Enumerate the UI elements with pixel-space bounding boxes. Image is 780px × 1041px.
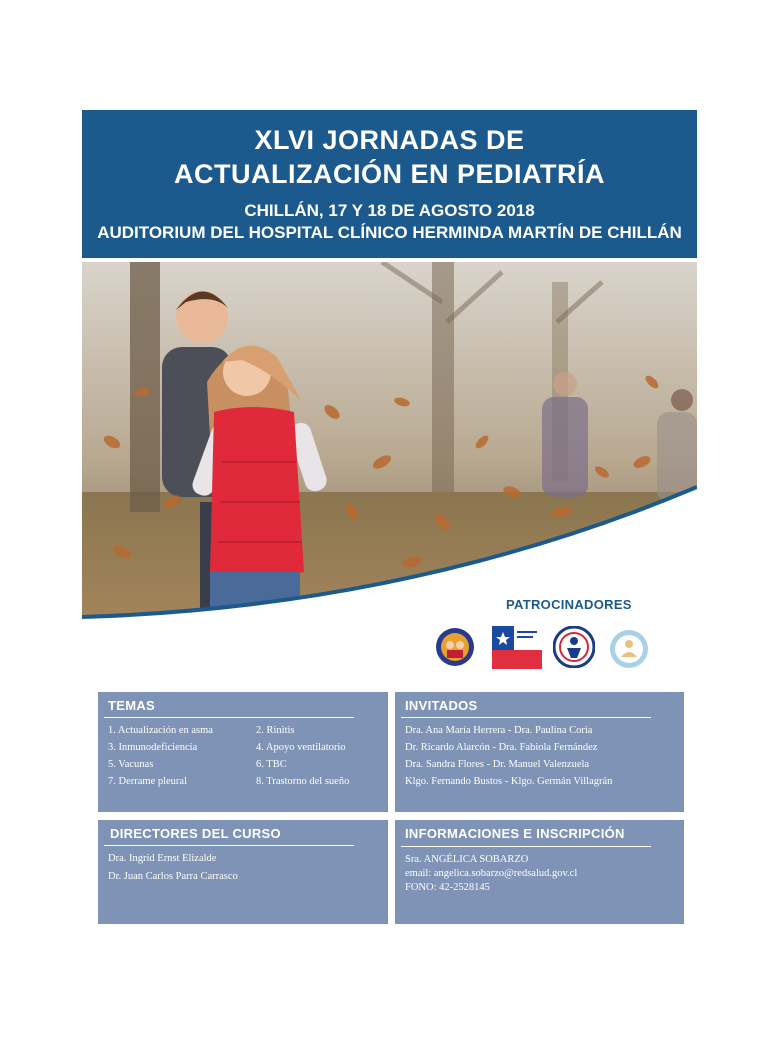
temas-box — [98, 692, 388, 812]
temas-heading: TEMAS — [108, 698, 155, 713]
invitados-heading: INVITADOS — [405, 698, 478, 713]
children-circle-logo — [553, 626, 595, 668]
title-line-2: ACTUALIZACIÓN EN PEDIATRÍA — [174, 159, 605, 189]
temas-divider — [104, 717, 354, 718]
informaciones-box — [395, 820, 684, 924]
directores-divider — [104, 845, 354, 846]
temas-item: 6. TBC — [256, 759, 287, 770]
contact-phone: FONO: 42-2528145 — [405, 882, 490, 893]
informaciones-heading: INFORMACIONES E INSCRIPCIÓN — [405, 826, 625, 841]
directores-item: Dr. Juan Carlos Parra Carrasco — [108, 871, 238, 882]
title-line-1: XLVI JORNADAS DE — [254, 125, 525, 155]
date-line: CHILLÁN, 17 Y 18 DE AGOSTO 2018 — [244, 201, 535, 220]
invitados-item: Dr. Ricardo Alarcón - Dra. Fabiola Fernández — [405, 742, 598, 753]
directores-heading: DIRECTORES DEL CURSO — [110, 826, 281, 841]
society-seal-icon — [435, 627, 475, 667]
hero-photo — [82, 262, 697, 622]
contact-email: email: angelica.sobarzo@redsalud.gov.cl — [405, 868, 578, 879]
contact-name: Sra. ANGÉLICA SOBARZO — [405, 854, 529, 865]
ministerio-salud-logo — [492, 626, 542, 669]
temas-item: 7. Derrame pleural — [108, 776, 188, 787]
temas-item: 2. Rinitis — [256, 725, 295, 736]
temas-item: 1. Actualización en asma — [108, 725, 213, 736]
invitados-item: Dra. Ana María Herrera - Dra. Paulina Coria — [405, 725, 593, 736]
temas-item: 4. Apoyo ventilatorio — [256, 742, 346, 753]
invitados-box — [395, 692, 684, 812]
directores-box — [98, 820, 388, 924]
venue-line: AUDITORIUM DEL HOSPITAL CLÍNICO HERMINDA MARTÍN DE CHILLÁN — [97, 223, 682, 242]
mother-child-logo — [609, 629, 649, 669]
directores-item: Dra. Ingrid Ernst Elizalde — [108, 853, 217, 864]
header-banner — [82, 110, 697, 258]
invitados-item: Dra. Sandra Flores - Dr. Manuel Valenzuela — [405, 759, 590, 770]
invitados-item: Klgo. Fernando Bustos - Klgo. Germán Villagrán — [405, 776, 613, 787]
temas-item: 8. Trastorno del sueño — [256, 776, 350, 787]
sponsors-title: PATROCINADORES — [506, 597, 632, 612]
informaciones-divider — [401, 846, 651, 847]
temas-item: 5. Vacunas — [108, 759, 154, 770]
temas-item: 3. Inmunodeficiencia — [108, 742, 198, 753]
hero-photo-illustration — [82, 262, 697, 622]
invitados-divider — [401, 717, 651, 718]
